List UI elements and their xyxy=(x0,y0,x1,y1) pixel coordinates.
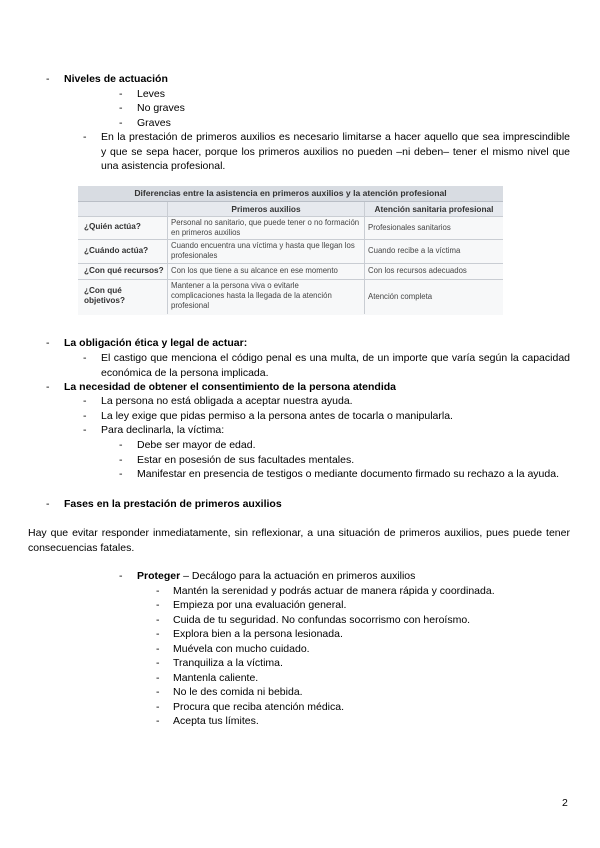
table-cell: Profesionales sanitarios xyxy=(368,223,451,232)
section-heading-fases: Fases en la prestación de primeros auxilios xyxy=(64,498,282,510)
bullet-dash: - xyxy=(83,131,87,143)
decalogue-item: Cuida de tu seguridad. No confundas socorrismo con heroísmo. xyxy=(173,614,471,626)
bullet-dash: - xyxy=(119,102,123,114)
table-row-label: ¿Con qué objetivos? xyxy=(84,286,125,305)
table-cell: Mantener a la persona viva o evitarle complicaciones hasta la llegada de la atención profesional xyxy=(171,281,332,310)
bullet-dash: - xyxy=(156,643,160,655)
bullet-dash: - xyxy=(46,498,50,510)
table-header: Atención sanitaria profesional xyxy=(374,204,494,214)
sub-list-item: Debe ser mayor de edad. xyxy=(137,439,256,451)
bullet-dash: - xyxy=(156,686,160,698)
bullet-dash: - xyxy=(156,585,160,597)
decalogue-item: Explora bien a la persona lesionada. xyxy=(173,628,343,640)
protect-heading: Proteger – Decálogo para la actuación en primeros auxilios xyxy=(137,570,416,582)
decalogue-item: Acepta tus límites. xyxy=(173,715,259,727)
table-row-label: ¿Cuándo actúa? xyxy=(84,246,149,255)
comparison-table xyxy=(78,186,503,314)
table-cell: Cuando recibe a la víctima xyxy=(368,246,461,255)
bullet-dash: - xyxy=(46,337,50,349)
section-text: El castigo que menciona el código penal es una multa, de un importe que varía según la capacidad económica de la persona implicada. xyxy=(101,352,570,379)
bullet-dash: - xyxy=(119,454,123,466)
list-item: La persona no está obligada a aceptar nuestra ayuda. xyxy=(101,395,353,407)
table-cell: Con los recursos adecuados xyxy=(368,266,467,275)
sub-list-item: Manifestar en presencia de testigos o mediante documento firmado su rechazo a la ayuda. xyxy=(137,468,559,480)
decalogue-item: Tranquiliza a la víctima. xyxy=(173,657,283,669)
list-item: No graves xyxy=(137,102,185,114)
section-heading-niveles: Niveles de actuación xyxy=(64,73,168,85)
list-item: Leves xyxy=(137,88,166,100)
bullet-dash: - xyxy=(156,715,160,727)
table-cell: Cuando encuentra una víctima y hasta que llegan los profesionales xyxy=(171,241,355,260)
section-heading-obligacion: La obligación ética y legal de actuar: xyxy=(64,337,248,349)
bullet-dash: - xyxy=(119,439,123,451)
bullet-dash: - xyxy=(83,424,87,436)
bullet-dash: - xyxy=(83,352,87,364)
table-row-label: ¿Quién actúa? xyxy=(84,222,141,231)
table-cell: Atención completa xyxy=(368,292,433,301)
bullet-dash: - xyxy=(83,410,87,422)
bullet-dash: - xyxy=(156,599,160,611)
list-item: La ley exige que pidas permiso a la persona antes de tocarla o manipularla. xyxy=(101,410,453,422)
bullet-dash: - xyxy=(119,88,123,100)
section-heading-consentimiento: La necesidad de obtener el consentimiento de la persona atendida xyxy=(64,381,397,393)
bullet-dash: - xyxy=(83,395,87,407)
bullet-dash: - xyxy=(156,657,160,669)
bullet-dash: - xyxy=(156,628,160,640)
decalogue-item: Mantenla caliente. xyxy=(173,672,259,684)
table-header: Primeros auxilios xyxy=(231,204,301,214)
decalogue-item: Empieza por una evaluación general. xyxy=(173,599,347,611)
bullet-dash: - xyxy=(46,73,50,85)
bullet-dash: - xyxy=(119,570,123,582)
bullet-dash: - xyxy=(46,381,50,393)
section-note: En la prestación de primeros auxilios es necesario limitarse a hacer aquello que sea imprescindible y que se sepa hacer, porque los primeros auxilios no pueden –ni deben– tener el mismo nivel que una asistencia profesional. xyxy=(101,131,570,173)
bullet-dash: - xyxy=(156,614,160,626)
table-row-label: ¿Con qué recursos? xyxy=(84,266,164,275)
list-item: Para declinarla, la víctima: xyxy=(101,424,225,436)
table-cell: Con los que tiene a su alcance en ese momento xyxy=(171,266,338,275)
decalogue-item: Muévela con mucho cuidado. xyxy=(173,643,310,655)
sub-list-item: Estar en posesión de sus facultades mentales. xyxy=(137,454,355,466)
body-paragraph: Hay que evitar responder inmediatamente, sin reflexionar, a una situación de primeros auxilios, pues puede tener consecuencias fatales. xyxy=(28,527,570,554)
table-cell: Personal no sanitario, que puede tener o no formación en primeros auxilios xyxy=(171,218,360,237)
decalogue-item: Procura que reciba atención médica. xyxy=(173,701,345,713)
decalogue-item: Mantén la serenidad y podrás actuar de manera rápida y coordinada. xyxy=(173,585,495,597)
bullet-dash: - xyxy=(156,672,160,684)
list-item: Graves xyxy=(137,117,171,129)
table-title: Diferencias entre la asistencia en primeros auxilios y la atención profesional xyxy=(78,186,503,202)
bullet-dash: - xyxy=(119,117,123,129)
bullet-dash: - xyxy=(156,701,160,713)
bullet-dash: - xyxy=(119,468,123,480)
decalogue-item: No le des comida ni bebida. xyxy=(173,686,303,698)
page-number: 2 xyxy=(562,797,568,809)
